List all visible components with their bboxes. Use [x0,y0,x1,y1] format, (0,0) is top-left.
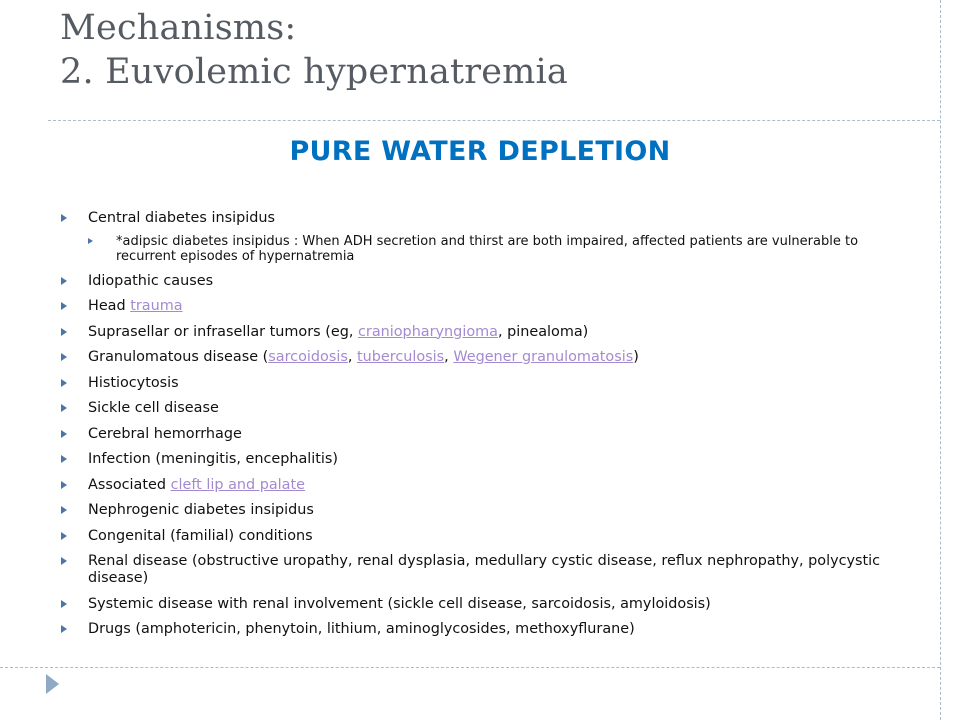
list-item-text: Histiocytosis [88,374,179,391]
slide-title-line-2: 2. Euvolemic hypernatremia [60,52,569,92]
list-item-text: ) [633,349,639,365]
list-item [60,477,910,494]
bullet-arrow-icon [61,625,67,633]
bullet-arrow-icon [61,481,67,489]
bottom-divider [0,667,940,668]
list-item-text: Head [88,298,131,314]
list-item-text: Congenital (familial) conditions [88,527,313,544]
slide-title [60,6,940,94]
list-item [60,621,910,638]
bullet-arrow-icon [61,379,67,387]
list-item [60,502,910,519]
list-item [60,451,910,468]
list-item-text: , pinealoma) [497,323,589,340]
list-item-text: Central diabetes insipidus [88,210,275,226]
list-item [60,324,910,341]
slide-corner-arrow-icon [46,674,59,694]
list-item-text: Suprasellar or infrasellar tumors (eg, [88,323,358,340]
bullet-arrow-icon [61,353,67,361]
section-heading: PURE WATER DEPLETION [289,136,671,167]
bullet-arrow-icon [61,532,67,540]
list-item-text: Nephrogenic diabetes insipidus [88,502,314,518]
bullet-arrow-icon [88,238,93,244]
list-item-text: Sickle cell disease [88,400,219,416]
list-item-text: Granulomatous disease ( [88,349,269,365]
bullet-arrow-icon [61,404,67,412]
list-item-text: Cerebral hemorrhage [88,425,242,442]
top-divider [48,120,940,121]
link-sarcoidosis[interactable]: sarcoidosis [268,349,348,365]
list-item-text: Systemic disease with renal involvement (sickle cell disease, sarcoidosis, amyloidosis) [88,595,711,612]
list-item-text: Drugs (amphotericin, phenytoin, lithium, aminoglycosides, methoxyflurane) [88,621,635,637]
list-item-text: Associated [88,476,171,493]
list-item-text: Infection (meningitis, encephalitis) [88,451,339,467]
list-item [60,400,910,417]
list-item [60,528,910,545]
list-item-separator: , [444,349,454,365]
bullet-list [60,210,910,647]
list-item [60,553,910,587]
bullet-arrow-icon [61,557,67,565]
bullet-arrow-icon [61,430,67,438]
list-item-text: *adipsic diabetes insipidus : When ADH secretion and thirst are both impaired, affected patients are vulnerable to recurrent episodes of hypernatremia [116,233,859,264]
right-divider [940,0,941,720]
link-tuberculosis[interactable]: tuberculosis [356,349,445,365]
list-item [60,349,910,366]
bullet-arrow-icon [61,600,67,608]
bullet-arrow-icon [61,214,67,222]
bullet-arrow-icon [61,302,67,310]
list-item [60,426,910,443]
sub-list-item [60,234,910,264]
list-item [60,298,910,315]
link-wegener-granulomatosis[interactable]: Wegener granulomatosis [453,349,634,365]
list-item [60,273,910,290]
bullet-arrow-icon [61,328,67,336]
link-craniopharyngioma[interactable]: craniopharyngioma [357,323,498,340]
list-item [60,375,910,392]
bullet-arrow-icon [61,455,67,463]
list-item-separator: , [347,349,357,365]
bullet-arrow-icon [61,506,67,514]
bullet-arrow-icon [61,277,67,285]
list-item [60,596,910,613]
link-trauma[interactable]: trauma [130,298,183,314]
link-cleft-lip-and-palate[interactable]: cleft lip and palate [170,476,305,493]
slide-title-line-1: Mechanisms: [60,8,297,48]
list-item-text: Idiopathic causes [88,272,214,289]
list-item-text: Renal disease (obstructive uropathy, renal dysplasia, medullary cystic disease, reflux nephropathy, polycystic disease) [88,553,881,586]
list-item [60,210,910,227]
